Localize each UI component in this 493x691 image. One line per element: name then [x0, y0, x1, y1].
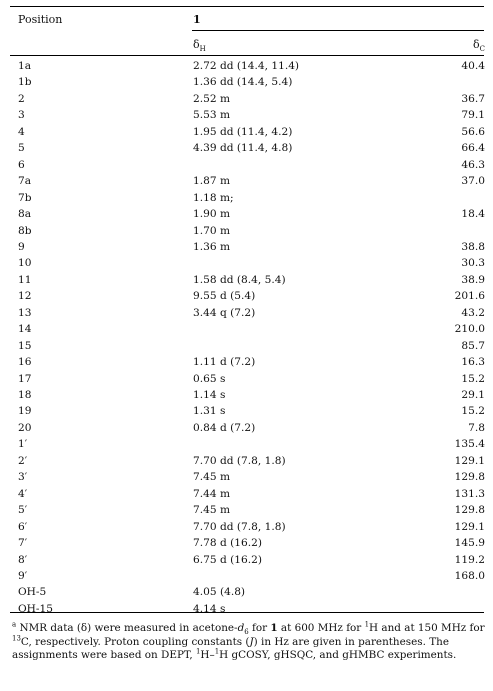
row-delta-h: 2.72 dd (14.4, 11.4) — [193, 60, 300, 72]
row-delta-h: 0.84 d (7.2) — [193, 421, 256, 434]
row-position: 14 — [18, 323, 32, 336]
row-delta-c: 66.4 — [461, 142, 485, 155]
footnote-marker: a — [12, 620, 17, 629]
row-position: 10 — [18, 257, 32, 270]
row-delta-h: 0.65 s — [193, 372, 226, 385]
row-delta-c: 38.8 — [461, 240, 485, 253]
header-bottom-rule — [10, 55, 484, 56]
row-position: 1b — [18, 76, 32, 89]
row-position: 3 — [18, 109, 25, 122]
row-position: 15 — [18, 339, 32, 352]
row-delta-h: 3.44 q (7.2) — [193, 306, 256, 319]
row-delta-h: 7.70 dd (7.8, 1.8) — [193, 454, 286, 467]
row-position: 7′ — [18, 537, 28, 550]
row-delta-c: 36.7 — [461, 92, 485, 105]
row-delta-c: 129.1 — [454, 454, 485, 467]
row-delta-h: 5.53 m — [193, 109, 231, 122]
row-delta-c: 145.9 — [454, 537, 485, 550]
row-position: 4′ — [18, 487, 28, 500]
row-position: 3′ — [18, 471, 28, 484]
row-delta-h: 1.58 dd (8.4, 5.4) — [193, 273, 286, 286]
row-position: 7b — [18, 191, 32, 204]
row-delta-h: 7.78 d (16.2) — [193, 537, 262, 550]
row-position: 5 — [18, 142, 25, 155]
row-delta-c: 129.8 — [454, 504, 485, 517]
row-delta-h: 1.11 d (7.2) — [193, 356, 256, 369]
row-position: OH-5 — [18, 586, 47, 599]
row-delta-h: 1.36 m — [193, 240, 231, 253]
row-delta-c: 129.8 — [454, 471, 485, 484]
footnote: $^a$ NMR data (δ) were measured in acetone-$d_6$ for 1 at 600 MHz for $^1$H and at 150 MHz for $^{13}$C, respectively. Proton coupling constants (J) in Hz are given in parentheses. The assignments were based on DEPT, $^1$H–$^1$H gCOSY, gHSQC, and gHMBC experiments. — [12, 620, 485, 662]
row-delta-h: 7.70 dd (7.8, 1.8) — [193, 520, 286, 533]
row-delta-h: 1.95 dd (11.4, 4.2) — [193, 125, 293, 138]
row-position: 1a — [18, 60, 32, 72]
row-delta-c: 30.3 — [461, 257, 485, 270]
row-position: 8a — [18, 208, 32, 221]
row-position: 9′ — [18, 569, 28, 582]
row-delta-h: 7.45 m — [193, 504, 231, 517]
row-position: 18 — [18, 389, 32, 401]
row-delta-c: 168.0 — [454, 569, 485, 582]
row-position: 2 — [18, 92, 25, 105]
row-delta-c: 29.1 — [461, 389, 485, 401]
row-delta-h: 1.31 s — [193, 405, 226, 418]
row-delta-h: 6.75 d (16.2) — [193, 553, 262, 566]
row-delta-c: 7.8 — [468, 421, 485, 434]
row-position: 6 — [18, 158, 25, 171]
row-delta-c: 46.3 — [461, 158, 485, 171]
row-delta-h: 2.52 m — [193, 92, 231, 105]
row-position: 1′ — [18, 438, 28, 451]
header-compound: 1 — [193, 13, 201, 26]
row-delta-c: 16.3 — [461, 356, 485, 369]
header-delta-c: $\delta_C$ — [473, 38, 485, 54]
row-delta-c: 210.0 — [454, 323, 485, 336]
row-position: 2′ — [18, 454, 28, 467]
row-position: 13 — [18, 306, 32, 319]
row-delta-h: 1.70 m — [193, 224, 231, 237]
row-delta-h: 1.87 m — [193, 175, 231, 188]
row-delta-h: 1.18 m; — [193, 191, 234, 204]
header-position: Position — [18, 13, 63, 26]
row-delta-h: 9.55 d (5.4) — [193, 290, 256, 303]
row-delta-c: 15.2 — [461, 405, 485, 418]
row-position: 6′ — [18, 520, 28, 533]
row-delta-c: 37.0 — [461, 175, 485, 188]
row-delta-c: 43.2 — [461, 306, 485, 319]
row-delta-h: 4.14 s — [193, 602, 226, 615]
row-delta-h: 4.39 dd (11.4, 4.8) — [193, 142, 293, 155]
row-position: 12 — [18, 290, 32, 303]
row-delta-c: 131.3 — [454, 487, 485, 500]
row-position: OH-15 — [18, 602, 53, 615]
row-delta-c: 38.9 — [461, 273, 485, 286]
row-position: 4 — [18, 125, 25, 138]
row-delta-c: 85.7 — [461, 339, 485, 352]
row-position: 20 — [18, 421, 32, 434]
header-delta-h: $\delta_H$ — [193, 38, 206, 54]
row-delta-h: 4.05 (4.8) — [193, 586, 246, 599]
row-delta-c: 79.1 — [461, 109, 485, 122]
table-top-rule — [10, 6, 484, 7]
row-position: 19 — [18, 405, 32, 418]
row-delta-c: 129.1 — [454, 520, 485, 533]
row-delta-c: 56.6 — [461, 125, 485, 138]
row-position: 7a — [18, 175, 32, 188]
row-delta-c: 119.2 — [454, 553, 485, 566]
row-position: 9 — [18, 240, 25, 253]
row-delta-h: 7.45 m — [193, 471, 231, 484]
row-position: 8b — [18, 224, 32, 237]
row-position: 8′ — [18, 553, 28, 566]
row-position: 11 — [18, 273, 32, 286]
row-position: 16 — [18, 356, 32, 369]
row-delta-h: 1.14 s — [193, 389, 226, 401]
row-delta-c: 135.4 — [454, 438, 485, 451]
row-delta-c: 201.6 — [454, 290, 485, 303]
row-delta-h: 7.44 m — [193, 487, 231, 500]
row-delta-c: 40.4 — [461, 60, 485, 72]
row-delta-c: 18.4 — [461, 208, 485, 221]
row-position: 17 — [18, 372, 32, 385]
row-delta-c: 15.2 — [461, 372, 485, 385]
row-delta-h: 1.36 dd (14.4, 5.4) — [193, 76, 293, 89]
header-sub-rule — [192, 30, 484, 31]
row-position: 5′ — [18, 504, 28, 517]
row-delta-h: 1.90 m — [193, 208, 231, 221]
table-bottom-rule — [10, 612, 484, 613]
